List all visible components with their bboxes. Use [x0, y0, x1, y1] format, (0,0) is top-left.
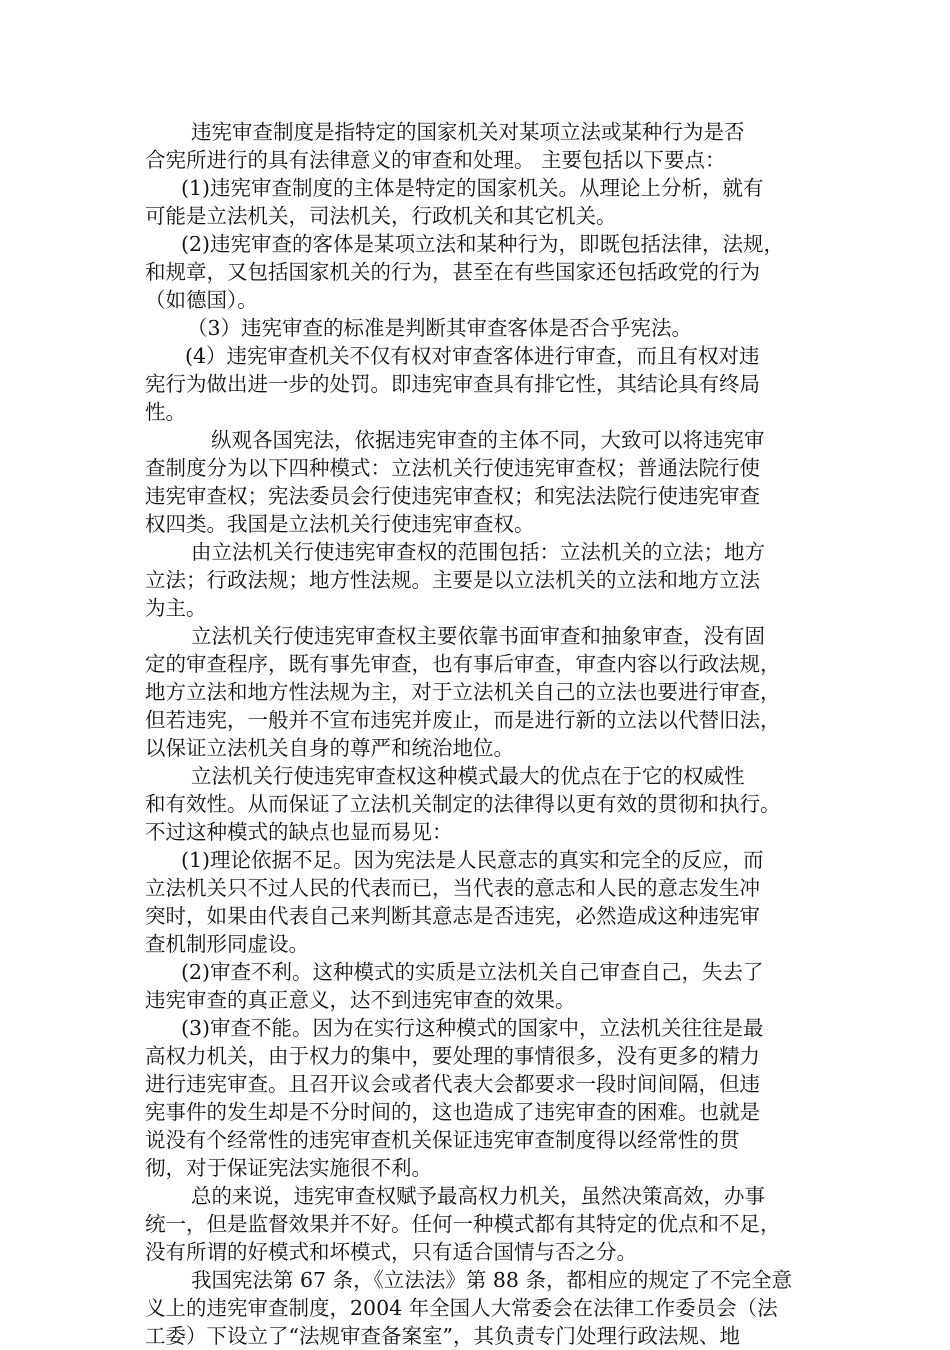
text-line: 纵观各国宪法，依据违宪审查的主体不同，大致可以将违宪审	[211, 428, 765, 452]
text-line: 为主。	[145, 596, 207, 620]
text-line: (3)审查不能。因为在实行这种模式的国家中，立法机关往往是最	[181, 1016, 764, 1040]
text-line: 以保证立法机关自身的尊严和统治地位。	[145, 736, 514, 760]
text-line: 义上的违宪审查制度，2004 年全国人大常委会在法律工作委员会（法	[145, 1296, 778, 1320]
text-line: 统一，但是监督效果并不好。任何一种模式都有其特定的优点和不足，	[145, 1212, 781, 1236]
text-line: 立法机关只不过人民的代表而已，当代表的意志和人民的意志发生冲	[145, 876, 760, 900]
text-line: 我国宪法第 67 条，《立法法》第 88 条，都相应的规定了不完全意	[191, 1268, 792, 1292]
text-line: (1)违宪审查制度的主体是特定的国家机关。从理论上分析，就有	[181, 176, 764, 200]
text-line: 权四类。我国是立法机关行使违宪审查权。	[145, 512, 535, 536]
text-line: 宪行为做出进一步的处罚。即违宪审查具有排它性，其结论具有终局	[145, 372, 760, 396]
text-line: 工委）下设立了“法规审查备案室”，其负责专门处理行政法规、地	[145, 1324, 740, 1348]
text-line: (4）违宪审查机关不仅有权对审查客体进行审查，而且有权对违	[185, 344, 760, 368]
text-line: （3）违宪审查的标准是判断其审查客体是否合乎宪法。	[187, 316, 693, 340]
text-line: 总的来说，违宪审查权赋予最高权力机关，虽然决策高效，办事	[191, 1184, 765, 1208]
text-line: 但若违宪，一般并不宣布违宪并废止，而是进行新的立法以代替旧法，	[145, 708, 781, 732]
document-body	[145, 118, 817, 1350]
text-line: 不过这种模式的缺点也显而易见：	[145, 820, 453, 844]
text-line: 合宪所进行的具有法律意义的审查和处理。 主要包括以下要点：	[145, 148, 726, 172]
text-line: 可能是立法机关，司法机关，行政机关和其它机关。	[145, 204, 617, 228]
text-line: (2)审查不利。这种模式的实质是立法机关自己审查自己，失去了	[181, 960, 764, 984]
text-line: 没有所谓的好模式和坏模式，只有适合国情与否之分。	[145, 1240, 637, 1264]
text-line: (2)违宪审查的客体是某项立法和某种行为，即既包括法律，法规，	[181, 232, 785, 256]
text-line: （如德国）。	[145, 288, 258, 312]
text-line: 定的审查程序，既有事先审查，也有事后审查，审查内容以行政法规，	[145, 652, 781, 676]
text-line: 立法；行政法规；地方性法规。主要是以立法机关的立法和地方立法	[145, 568, 760, 592]
text-line: 和规章，又包括国家机关的行为，甚至在有些国家还包括政党的行为	[145, 260, 760, 284]
text-line: 进行违宪审查。且召开议会或者代表大会都要求一段时间间隔，但违	[145, 1072, 760, 1096]
text-line: 违宪审查的真正意义，达不到违宪审查的效果。	[145, 988, 576, 1012]
text-line: 说没有个经常性的违宪审查机关保证违宪审查制度得以经常性的贯	[145, 1128, 740, 1152]
text-line: 突时，如果由代表自己来判断其意志是否违宪，必然造成这种违宪审	[145, 904, 760, 928]
text-line: 立法机关行使违宪审查权这种模式最大的优点在于它的权威性	[191, 764, 745, 788]
text-line: 由立法机关行使违宪审查权的范围包括：立法机关的立法；地方	[191, 540, 765, 564]
text-line: 宪事件的发生却是不分时间的，这也造成了违宪审查的困难。也就是	[145, 1100, 760, 1124]
text-line: 立法机关行使违宪审查权主要依靠书面审查和抽象审查，没有固	[191, 624, 765, 648]
text-line: 查机制形同虚设。	[145, 932, 309, 956]
text-line: 地方立法和地方性法规为主，对于立法机关自己的立法也要进行审查，	[145, 680, 781, 704]
text-line: (1)理论依据不足。因为宪法是人民意志的真实和完全的反应，而	[181, 848, 764, 872]
text-line: 和有效性。从而保证了立法机关制定的法律得以更有效的贯彻和执行。	[145, 792, 781, 816]
text-line: 高权力机关，由于权力的集中，要处理的事情很多，没有更多的精力	[145, 1044, 760, 1068]
text-line: 违宪审查制度是指特定的国家机关对某项立法或某种行为是否	[191, 120, 745, 144]
text-line: 查制度分为以下四种模式：立法机关行使违宪审查权；普通法院行使	[145, 456, 760, 480]
text-line: 违宪审查权；宪法委员会行使违宪审查权；和宪法法院行使违宪审查	[145, 484, 760, 508]
text-line: 性。	[145, 400, 186, 424]
text-line: 彻，对于保证宪法实施很不利。	[145, 1156, 432, 1180]
